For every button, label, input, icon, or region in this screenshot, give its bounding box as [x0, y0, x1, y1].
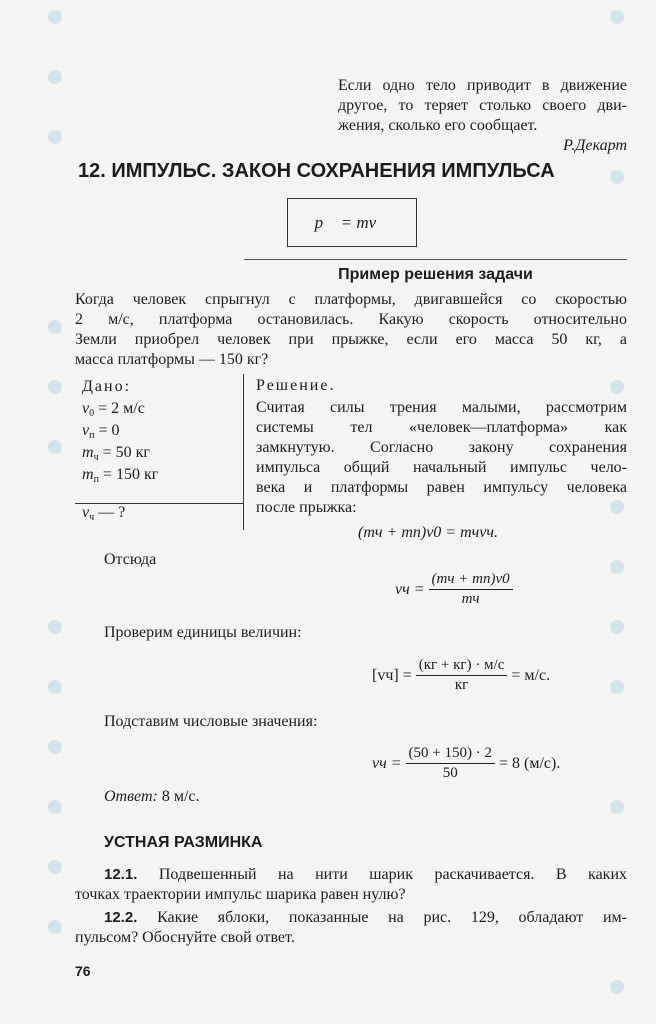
example-heading: Пример решения задачи: [338, 266, 533, 283]
solution-line: системы тел «человек—платформа» как: [256, 419, 627, 436]
watermark-logo-icon: [610, 10, 624, 24]
epigraph-line: другое, то теряет столько своего дви-: [338, 97, 627, 114]
eq-denominator: 50: [442, 765, 458, 781]
equation-numeric: [372, 744, 560, 783]
epigraph-line: Если одно тело приводит в движение: [338, 77, 627, 94]
problem-line: Когда человек спрыгнул с платформы, двигавшейся со скоростью: [75, 291, 627, 308]
watermark-logo-icon: [48, 620, 62, 634]
solution-line: века и платформы равен импульсу человека: [256, 479, 627, 496]
hence-text: Отсюда: [104, 551, 157, 568]
solution-label: Решение.: [256, 377, 336, 394]
problem-text: [75, 290, 627, 370]
equation-units: [372, 656, 550, 695]
given-item: $v_п = 0$: [82, 422, 120, 441]
epigraph-author: Р.Декарт: [563, 137, 627, 154]
watermark-logo-icon: [610, 980, 624, 994]
watermark-logo-icon: [48, 70, 62, 84]
eq-lhs: vч =: [395, 580, 425, 598]
equation-velocity: [395, 570, 513, 609]
eq-denominator: mч: [461, 591, 480, 607]
equation-momentum: (mч + mп)v0 = mчvч.: [358, 524, 499, 541]
page-number: 76: [75, 963, 91, 979]
solution-line: замкнутую. Согласно закону сохранения: [256, 439, 627, 456]
eq-denominator: кг: [454, 677, 469, 693]
given-item: $v_0 = 2$ м/с: [82, 400, 145, 419]
find-item: $v_ч$ — ?: [82, 504, 126, 523]
solution-block: [256, 376, 627, 518]
substitute-text: Подставим числовые значения:: [104, 713, 318, 730]
epigraph-line: жения, сколько его сообщает.: [338, 117, 538, 134]
watermark-logo-icon: [48, 130, 62, 144]
watermark-logo-icon: [610, 680, 624, 694]
eq-lhs: vч =: [372, 754, 402, 772]
eq-rhs: = м/с.: [511, 666, 551, 684]
solution-line: после прыжка:: [256, 499, 357, 516]
given-block: [82, 376, 237, 524]
main-formula-box: [287, 198, 417, 247]
watermark-logo-icon: [48, 800, 62, 814]
main-formula: p⃗ = mv⃗: [314, 212, 390, 232]
watermark-logo-icon: [48, 440, 62, 454]
check-units-text: Проверим единицы величин:: [104, 624, 302, 641]
exercise-12-1: 12.1. Подвешенный на нити шарик раскачивается. В каких точках траектории импульс шарика равен нулю?: [75, 866, 628, 903]
watermark-logo-icon: [48, 860, 62, 874]
watermark-logo-icon: [610, 620, 624, 634]
watermark-logo-icon: [48, 680, 62, 694]
watermark-logo-icon: [48, 740, 62, 754]
watermark-logo-icon: [610, 170, 624, 184]
heading-rule: [244, 259, 627, 260]
warmup-list: [75, 865, 627, 948]
problem-line: масса платформы — 150 кг?: [75, 351, 269, 368]
answer: Ответ: 8 м/с.: [104, 788, 200, 805]
given-divider: [243, 374, 244, 530]
exercise-12-2: 12.2. Какие яблоки, показанные на рис. 129, обладают им- пульсом? Обоснуйте свой ответ.: [75, 909, 627, 946]
watermark-logo-icon: [48, 10, 62, 24]
section-title: 12. ИМПУЛЬС. ЗАКОН СОХРАНЕНИЯ ИМПУЛЬСА: [78, 160, 555, 182]
problem-line: 2 м/с, платформа остановилась. Какую скорость относительно: [75, 311, 627, 328]
eq-rhs: = 8 (м/с).: [498, 754, 561, 772]
watermark-logo-icon: [48, 320, 62, 334]
eq-lhs: [vч] =: [372, 666, 412, 684]
solution-line: Считая силы трения малыми, рассмотрим: [256, 399, 627, 416]
watermark-logo-icon: [610, 560, 624, 574]
epigraph: [338, 76, 627, 156]
eq-numerator: (кг + кг) · м/с: [416, 656, 508, 676]
warmup-heading: УСТНАЯ РАЗМИНКА: [104, 834, 263, 851]
eq-numerator: (mч + mп)v0: [429, 570, 513, 590]
watermark-logo-icon: [48, 380, 62, 394]
given-item: $m_п = 150$ кг: [82, 466, 159, 485]
eq-numerator: (50 + 150) · 2: [406, 744, 495, 764]
given-item: $m_ч = 50$ кг: [82, 444, 150, 463]
given-label: Дано:: [82, 378, 132, 395]
problem-line: Земли приобрел человек при прыжке, если его масса 50 кг, а: [75, 331, 627, 348]
watermark-logo-icon: [48, 920, 62, 934]
watermark-logo-icon: [610, 800, 624, 814]
solution-line: импульса общий начальный импульс чело-: [256, 459, 627, 476]
